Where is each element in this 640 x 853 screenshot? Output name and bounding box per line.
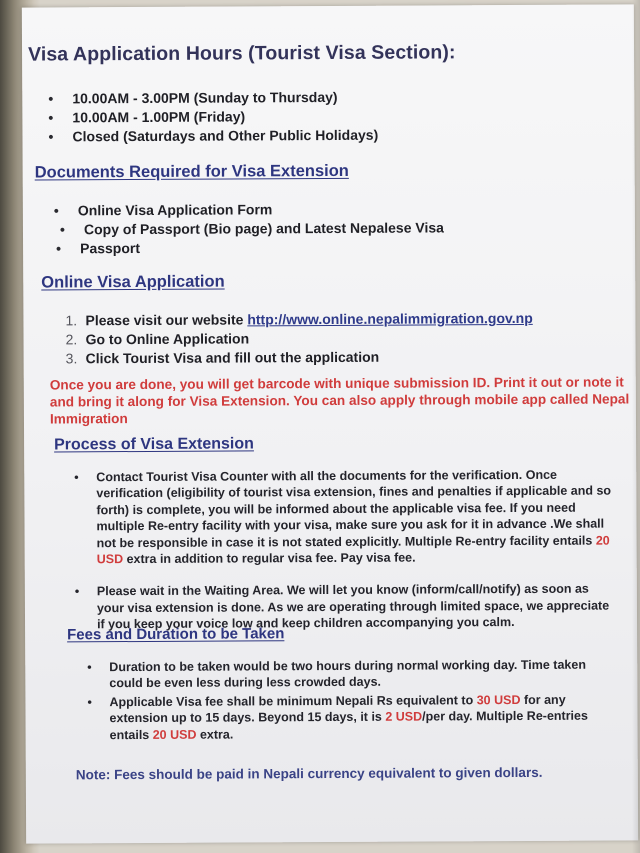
reentries-fee: 20 USD [152,727,197,742]
website-link[interactable]: http://www.online.nepalimmigration.gov.np [247,309,533,328]
step-number: 2. [65,331,78,348]
hours-item-closed: • Closed (Saturdays and Other Public Holidays) [72,125,592,147]
hours-list [72,87,592,147]
notice-sheet [22,4,638,843]
process-item-contact: • Contact Tourist Visa Counter with all the documents for the verification. Once verification (eligibility of tourist visa extension, fines and penalties if applicable and so forth) is complete, you will be informed about the applicable visa fee. If you need multiple Re-entry facility with your visa, make sure you ask for it in advance .We shall not be responsible in case it is not stated explicitly. Multiple Re-entry facility entails 20 USD extra in addition to regular visa fee. Pay visa fee. [96,467,617,568]
hours-title: Visa Application Hours (Tourist Visa Section): [28,41,456,66]
documents-item-passport-copy: • Copy of Passport (Bio page) and Latest Nepalese Visa [84,218,604,240]
fees-list [109,657,609,744]
step-text: Click Tourist Visa and fill out the application [85,348,380,367]
online-title: Online Visa Application [41,272,225,292]
reentry-fee: 20 USD [96,533,610,567]
edge-shadow [632,0,640,853]
documents-title: Documents Required for Visa Extension [34,161,349,182]
per-day-fee: 2 USD [385,709,423,724]
step-number: 1. [65,312,78,329]
documents-item-passport: • Passport [80,237,600,259]
payment-note: Note: Fees should be paid in Nepali currency equivalent to given dollars. [75,764,543,783]
online-steps [65,308,625,368]
step-text: Go to Online Application [85,330,250,348]
min-fee: 30 USD [476,692,521,708]
hours-item-friday: • 10.00AM - 1.00PM (Friday) [72,106,592,128]
online-step-3 [65,346,626,368]
process-title: Process of Visa Extension [54,435,254,454]
step-number: 3. [65,350,78,367]
process-list [96,467,617,633]
fees-item-duration: • Duration to be taken would be two hours during normal working day. Time taken could be even less during less crowded days. [109,657,609,692]
fees-title: Fees and Duration to be Taken [67,625,285,644]
fees-item-visa-fee: • Applicable Visa fee shall be minimum Nepali Rs equivalent to 30 USD for any extension up to 15 days. Beyond 15 days, it is 2 USD/per day. Multiple Re-entries entails 20 USD extra. [109,691,609,743]
online-notice: Once you are done, you will get barcode with unique submission ID. Print it out or note it and bring it along for Visa Extension. You can also apply through mobile app called Nepal Immigration [49,374,630,427]
hours-item-weekdays: • 10.00AM - 3.00PM (Sunday to Thursday) [72,87,592,109]
step-text: Please visit our website [85,311,248,329]
process-item-wait: • Please wait in the Waiting Area. We will let you know (inform/call/notify) as soon as your visa extension is done. As we are operating through limited space, we appreciate if you keep your voice low and keep children accompanying you calm. [97,581,617,633]
documents-item-form: • Online Visa Application Form [78,199,598,221]
documents-list [78,199,598,259]
